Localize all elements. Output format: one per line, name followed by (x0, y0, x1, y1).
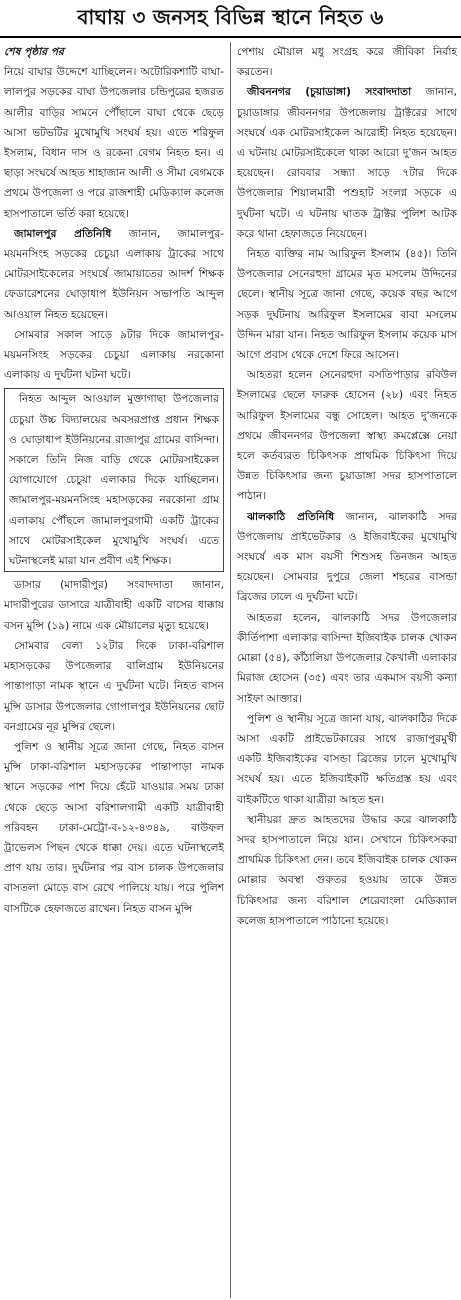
dateline: ঝালকাঠি প্রতিনিধি (247, 510, 335, 523)
left-column (4, 42, 224, 919)
paragraph: জীবননগর (চুয়াডাঙ্গা) সংবাদদাতা জানান, চুয়াডাঙ্গার জীবননগর উপজেলায় ট্রাক্টরের সাথে সংঘর্ষে এক মোটরসাইকেল আরোহী নিহত হয়েছেন। এ ঘটনায় মোটরসাইকেলে থাকা আরো দু'জন আহত হয়েছেন। রোববার সন্ধ্যা সাড়ে ৭টার দিকে উপজেলার শিয়ালমারী পশুহাট সংলগ্ন সড়কে এ দুর্ঘটনা ঘটে। এ ঘটনায় ঘাতক ট্রাক্টর পুলিশ আটক করে থানা হেফাজতে নিয়েছেন। (237, 86, 457, 240)
headline-rule (0, 36, 461, 38)
paragraph: আহতরা হলেন সেনেরহুদা বসতিপাড়ার রবিউল ইসলামের ছেলে ফারুক হোসেন (২৮) এবং নিহত আরিফুল ইসলামের বন্ধু সোহেল। আহত দু'জনকে প্রথমে জীবননগর উপজেলা স্বাস্থ্য কমপ্লেক্সে নেয়া হলে কর্তব্যরত চিকিৎসক প্রাথমিক চিকিৎসা দিয়ে উন্নত চিকিৎসার জন্য চুয়াডাঙ্গা সদর হাসপাতালে পাঠান। (237, 369, 457, 503)
paragraph: আহতরা হলেন, ঝালকাঠি সদর উপজেলার কীর্তিপাশা এলাকার বাসিন্দা ইজিবাইক চালক খোকন মোল্লা (৫৪), কাঁঠালিয়া উপজেলার কৈখালী এলাকার মিরাজ হোসেন (৩৫) এবং তার একমাস বয়সী কন্যা সাইফা আক্তার। (237, 611, 457, 705)
paragraph: নিহত ব্যক্তির নাম আরিফুল ইসলাম (৪৫)। তিনি উপজেলার সেনেরহুদা গ্রামের মৃত মসলেম উদ্দিনের ছেলে। স্থানীয় সূত্রে জানা গেছে, কয়েক বছর আগে সড়ক দুর্ঘটনায় আরিফুল ইসলামের বাবা মসলেম উদ্দিন মারা যান। নিহত আরিফুল ইসলাম কয়েক মাস আগে প্রবাস থেকে দেশে ফিরে আসেন। (237, 248, 457, 362)
paragraph: পেশায় মৌয়াল মধু সংগ্রহ করে জীবিকা নির্বাহ করতেন। (237, 46, 457, 79)
right-column (237, 42, 457, 931)
paragraph: নিয়ে বাঘার উদ্দেশে যাচ্ছিলেন। অটোরিকশাটি বাঘা-লালপুর সড়কের বাঘা উপজেলার চন্ডিপুরের হজরত আলীর বাড়ির সামনে পৌঁছালে বাঘা থেকে ছেড়ে আসা ভটভটির মুখোমুখি সংঘর্ষ হয়। এতে শরিফুল ইসলাম, বিধান দাস ও রকেনা বেগম নিহত হন। এ ছাড়া সংঘর্ষে আহত শাহাজান আলী ও সীমা বেগমকে প্রথমে উপজেলা ও পরে রাজশাহী মেডিক্যাল কলেজ হাসপাতালে ভর্তি করা হয়েছে। (4, 66, 224, 220)
paragraph: পুলিশ ও স্থানীয় সূত্রে জানা গেছে, নিহত বাসন মুন্সি ঢাকা-বরিশাল মহাসড়কের পান্তাপাড়া নামক স্থানে সড়কের পাশ দিয়ে হেঁটে যাওয়ার সময় ঢাকা থেকে ছেড়ে আসা বরিশালগামী একটি যাত্রীবাহী পরিবহন ঢাকা-মেট্রো-ব-১২-৪৩৪৯, বাউফল ট্রাভেলস পিছন থেকে ধাক্কা দেয়। এতে ঘটনাস্থলেই প্রাণ যায় তার। দুর্ঘটনার পর বাস চালক উপজেলার বাসতলা মোড়ে বাস রেখে পালিয়ে যায়। পরে পুলিশ বাসটিকে হেফাজতে রাখেন। নিহত বাসন মুন্সি (4, 740, 224, 915)
paragraph: পুলিশ ও স্থানীয় সূত্রে জানা যায়, ঝালকাঠির দিকে আসা একটি প্রাইভেটকারের সাথে রাজাপুরমুখী একটি ইজিবাইকের বাসন্ডা ব্রিজের ঢালে মুখোমুখি সংঘর্ষ হয়। এতে ইজিবাইকটি ক্ষতিগ্রস্ত হয় এবং বাইকটিতে থাকা যাত্রীরা আহত হন। (237, 712, 457, 806)
headline: বাঘায় ৩ জনসহ বিভিন্ন স্থানে নিহত ৬ (77, 5, 384, 29)
paragraph: নিহত আব্দুল আওয়াল মুক্তাগাছা উপজেলার চেচুয়া উচ্চ বিদ্যালয়ের অবসরপ্রাপ্ত প্রধান শিক্ষক ও ঘোড়াধাপ ইউনিয়নের রাজাপুর গ্রামের বাসিন্দা। সকালে তিনি নিজ বাড়ি থেকে মোটরসাইকেল যোগাযোগে চেচুয়া এলাকার দিকে যাচ্ছিলেন। জামালপুর-ময়মনসিংহ মহাসড়কের নরকোনা গ্রাম এলাকায় পৌঁছলে জামালপুরগামী একটি ট্রাকের সাথে মোটরসাইকেল মুখোমুখি সংঘর্ষ। এতে ঘটনাস্থলেই মারা যান প্রবীণ এই শিক্ষক। (4, 388, 224, 572)
dateline: জীবননগর (চুয়াডাঙ্গা) সংবাদদাতা (247, 86, 412, 99)
paragraph: সোমবার বেলা ১২টার দিকে ঢাকা-বরিশাল মহাসড়কের উপজেলার বালিগ্রাম ইউনিয়নের পান্তাপাড়া নামক স্থানে এ দুর্ঘটনা ঘটে। নিহত বাসন মুন্সি ডাসার উপজেলার গোপালপুর ইউনিয়নের ছোট বনগ্রামের নূর মুন্সির ছেলে। (4, 639, 224, 733)
continued-tag: শেষ পৃষ্ঠার পর (4, 46, 64, 58)
column-separator (230, 42, 231, 1298)
dateline: জামালপুর প্রতিনিধি (14, 227, 112, 240)
paragraph: ঝালকাঠি প্রতিনিধি জানান, ঝালকাঠি সদর উপজেলায় প্রাইভেটকার ও ইজিবাইকের মুখোমুখি সংঘর্ষে এক মাস বয়সী শিশুসহ তিনজন আহত হয়েছেন। সোমবার দুপুরে জেলা শহরের বাসন্ডা ব্রিজের ঢালে এ দুর্ঘটনা ঘটে। (237, 510, 457, 604)
paragraph: সোমবার সকাল সাড়ে ৯টার দিকে জামালপুর-ময়মনসিংহ সড়কের চেচুয়া এলাকায় নরকোনা এলাকায় এ দুর্ঘটনা ঘটনা ঘটে। (4, 328, 224, 382)
paragraph: জামালপুর প্রতিনিধি জানান, জামালপুর-ময়মনসিংহ সড়কের চেচুয়া এলাকায় ট্রাকের সাথে মোটরসাইকেলের সংঘর্ষে জামায়াতের আদর্শ শিক্ষক ফেডারেশনের ঘোড়াধাপ ইউনিয়ন সভাপতি আব্দুল আওয়াল নিহত হয়েছেন। (4, 227, 224, 321)
paragraph: ডাসার (মাদারীপুর) সংবাদদাতা জানান, মাদারীপুরের ডাসারে যাত্রীবাহী একটি বাসের ধাক্কায় বসন মুন্সি (১৯) নামে এক মৌয়ালের মৃত্যু হয়েছে। (4, 579, 224, 632)
paragraph: স্থানীয়রা দ্রুত আহতদের উদ্ধার করে ঝালকাঠি সদর হাসপাতালে নিয়ে যান। সেখানে চিকিৎসকরা প্রাথমিক চিকিৎসা দেন। তবে ইজিবাইক চালক খোকন মোল্লার অবস্থা গুরুতর হওয়ায় তাকে উন্নত চিকিৎসার জন্য বরিশাল শেরেবাংলা মেডিক্যাল কলেজ হাসপাতালে পাঠানো হয়েছে। (237, 813, 457, 927)
